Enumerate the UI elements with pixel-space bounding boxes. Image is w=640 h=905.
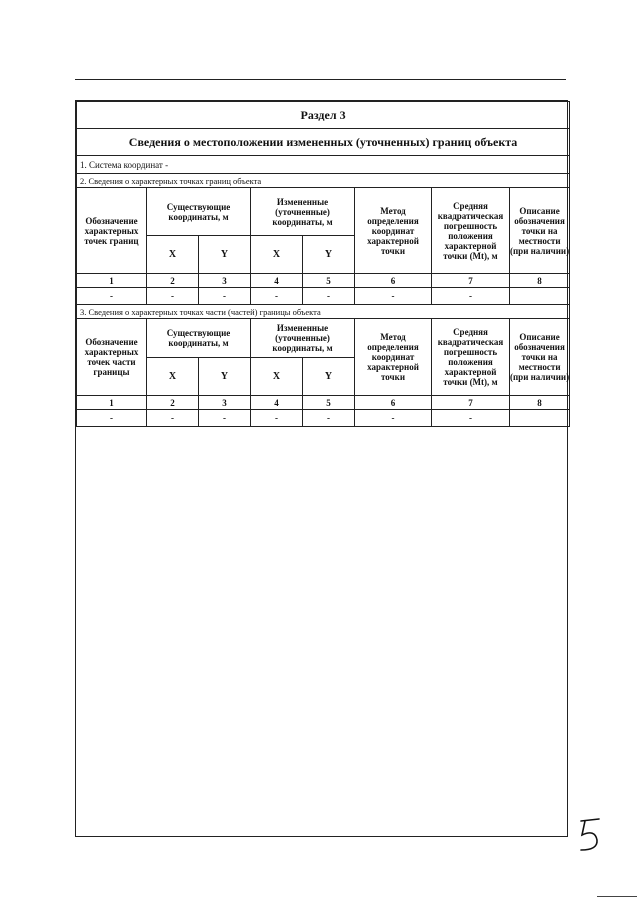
coord-system-line: 1. Система координат -: [77, 156, 570, 174]
form-sheet: [75, 100, 568, 837]
s3-cell: -: [77, 410, 147, 427]
s3-col-number: 8: [510, 396, 570, 410]
s2-col-number: 3: [199, 274, 251, 288]
footer-rule: [597, 896, 637, 897]
s3-header-changed: Измененные (уточненные) координаты, м: [251, 319, 355, 358]
s3-cell: -: [251, 410, 303, 427]
s2-col-number: 4: [251, 274, 303, 288]
s3-header-changed-y: Y: [303, 358, 355, 396]
s2-cell: -: [251, 288, 303, 305]
s3-header-existing: Существующие координаты, м: [147, 319, 251, 358]
s2-cell: -: [355, 288, 432, 305]
s3-header-existing-x: X: [147, 358, 199, 396]
s3-title: 3. Сведения о характерных точках части (частей) границы объекта: [77, 305, 570, 319]
section-3-table: [76, 101, 570, 427]
section-title: Раздел 3: [77, 102, 570, 129]
s3-header-changed-x: X: [251, 358, 303, 396]
s3-col-number: 6: [355, 396, 432, 410]
s3-col-number: 1: [77, 396, 147, 410]
s3-col-number: 2: [147, 396, 199, 410]
s2-cell: [510, 288, 570, 305]
handwritten-page-number: [577, 818, 605, 854]
s3-cell: -: [199, 410, 251, 427]
s2-cell: -: [432, 288, 510, 305]
s3-cell: -: [303, 410, 355, 427]
s3-cell: -: [355, 410, 432, 427]
s2-cell: -: [303, 288, 355, 305]
section-subtitle: Сведения о местоположении измененных (уточненных) границ объекта: [77, 129, 570, 156]
s3-header-designation: Обозначение характерных точек части границы: [77, 319, 147, 396]
s2-header-existing-y: Y: [199, 236, 251, 274]
s3-header-method: Метод определения координат характерной точки: [355, 319, 432, 396]
s3-header-existing-y: Y: [199, 358, 251, 396]
s2-col-number: 6: [355, 274, 432, 288]
s2-title: 2. Сведения о характерных точках границ объекта: [77, 174, 570, 188]
s3-col-number: 4: [251, 396, 303, 410]
s2-cell: -: [77, 288, 147, 305]
s2-header-existing: Существующие координаты, м: [147, 188, 251, 236]
s2-col-number: 1: [77, 274, 147, 288]
s2-header-method: Метод определения координат характерной точки: [355, 188, 432, 274]
s3-header-description: Описание обозначения точки на местности (при наличии): [510, 319, 570, 396]
s2-col-number: 7: [432, 274, 510, 288]
s2-cell: -: [147, 288, 199, 305]
top-rule: [75, 79, 566, 80]
s2-col-number: 8: [510, 274, 570, 288]
s2-col-number: 2: [147, 274, 199, 288]
s3-cell: [510, 410, 570, 427]
s3-col-number: 7: [432, 396, 510, 410]
s2-header-changed: Измененные (уточненные) координаты, м: [251, 188, 355, 236]
s2-header-description: Описание обозначения точки на местности (при наличии): [510, 188, 570, 274]
s2-col-number: 5: [303, 274, 355, 288]
s2-header-existing-x: X: [147, 236, 199, 274]
s2-header-changed-x: X: [251, 236, 303, 274]
s2-cell: -: [199, 288, 251, 305]
s3-col-number: 3: [199, 396, 251, 410]
s3-header-error: Средняя квадратическая погрешность положения характерной точки (Mt), м: [432, 319, 510, 396]
s3-col-number: 5: [303, 396, 355, 410]
s2-header-error: Средняя квадратическая погрешность положения характерной точки (Mt), м: [432, 188, 510, 274]
s3-cell: -: [147, 410, 199, 427]
s2-header-changed-y: Y: [303, 236, 355, 274]
s3-cell: -: [432, 410, 510, 427]
s2-header-designation: Обозначение характерных точек границ: [77, 188, 147, 274]
